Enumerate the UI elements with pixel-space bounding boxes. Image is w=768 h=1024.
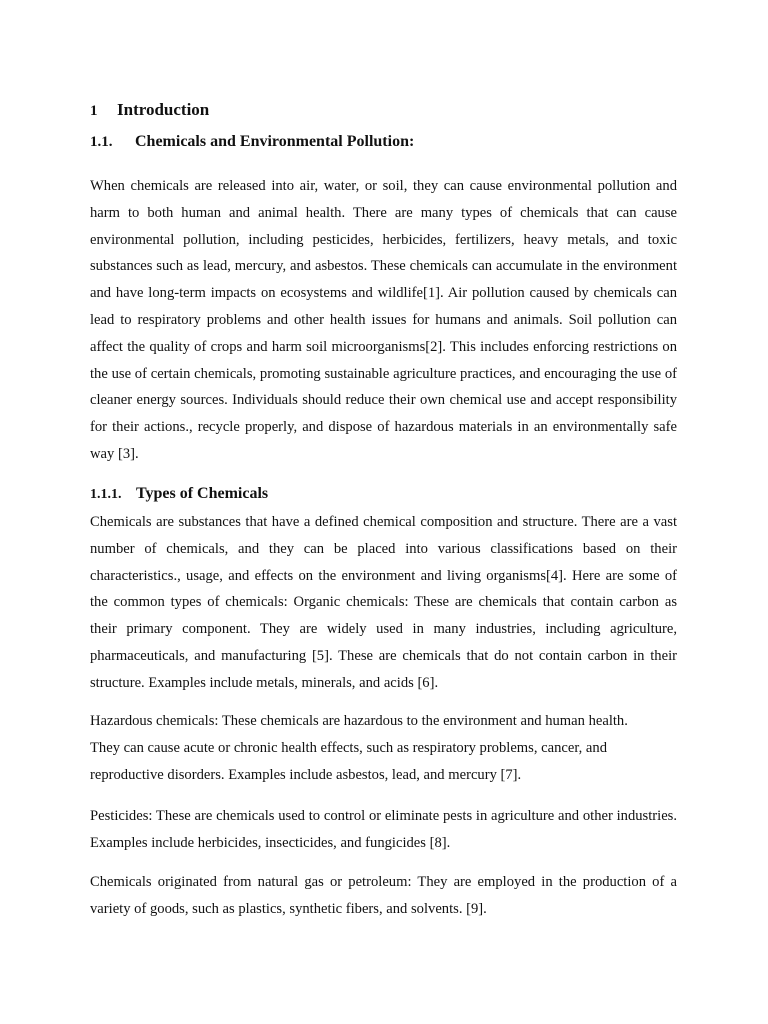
heading-number: 1.1. — [90, 134, 113, 150]
heading-types-of-chemicals — [90, 485, 268, 503]
paragraph-hazardous — [90, 708, 677, 788]
paragraph-pesticides: Pesticides: These are chemicals used to control or eliminate pests in agriculture and other industries. Examples include herbicides, insecticides, and fungicides [8]. — [90, 808, 677, 851]
paragraph-petroleum: Chemicals originated from natural gas or petroleum: They are employed in the production of a variety of goods, such as plastics, synthetic fibers, and solvents. [9]. — [90, 874, 677, 917]
heading-title: Chemicals and Environmental Pollution: — [135, 133, 415, 150]
heading-number: 1.1.1. — [90, 487, 122, 502]
paragraph-line: reproductive disorders. Examples include asbestos, lead, and mercury [7]. — [90, 766, 522, 783]
paragraph-pollution: When chemicals are released into air, water, or soil, they can cause environmental pollution and harm to both human and animal health. There are many types of chemicals that can cause environmental pollution, including pesticides, herbicides, fertilizers, heavy metals, and toxic substances such as lead, mercury, and asbestos. These chemicals can accumulate in the environment and have long-term impacts on ecosystems and wildlife[1]. Air pollution caused by chemicals can lead to respiratory problems and other health issues for humans and animals. Soil pollution can affect the quality of crops and harm soil microorganisms[2]. This includes enforcing restrictions on the use of certain chemicals, promoting sustainable agriculture practices, and encouraging the use of cleaner energy sources. Individuals should reduce their own chemical use and accept responsibility for their actions., recycle properly, and dispose of hazardous materials in an environmentally safe way [3]. — [90, 178, 677, 462]
paragraph-line: They can cause acute or chronic health effects, such as respiratory problems, cancer, and — [90, 739, 607, 756]
heading-title: Types of Chemicals — [136, 485, 269, 502]
heading-number: 1 — [90, 103, 98, 119]
heading-title: Introduction — [117, 100, 210, 119]
paragraph-line: Hazardous chemicals: These chemicals are hazardous to the environment and human health. — [90, 713, 628, 729]
heading-introduction — [90, 100, 209, 120]
paragraph-types: Chemicals are substances that have a defined chemical composition and structure. There are a vast number of chemicals, and they can be placed into various classifications based on their characteristics., usage, and effects on the environment and living organisms[4]. Here are some of the common types of chemicals: Organic chemicals: These are chemicals that contain carbon as their primary component. They are widely used in many industries, including agriculture, pharmaceuticals, and manufacturing [5]. These are chemicals that do not contain carbon in their structure. Examples include metals, minerals, and acids [6]. — [90, 514, 677, 691]
heading-chemicals-pollution — [90, 133, 414, 151]
